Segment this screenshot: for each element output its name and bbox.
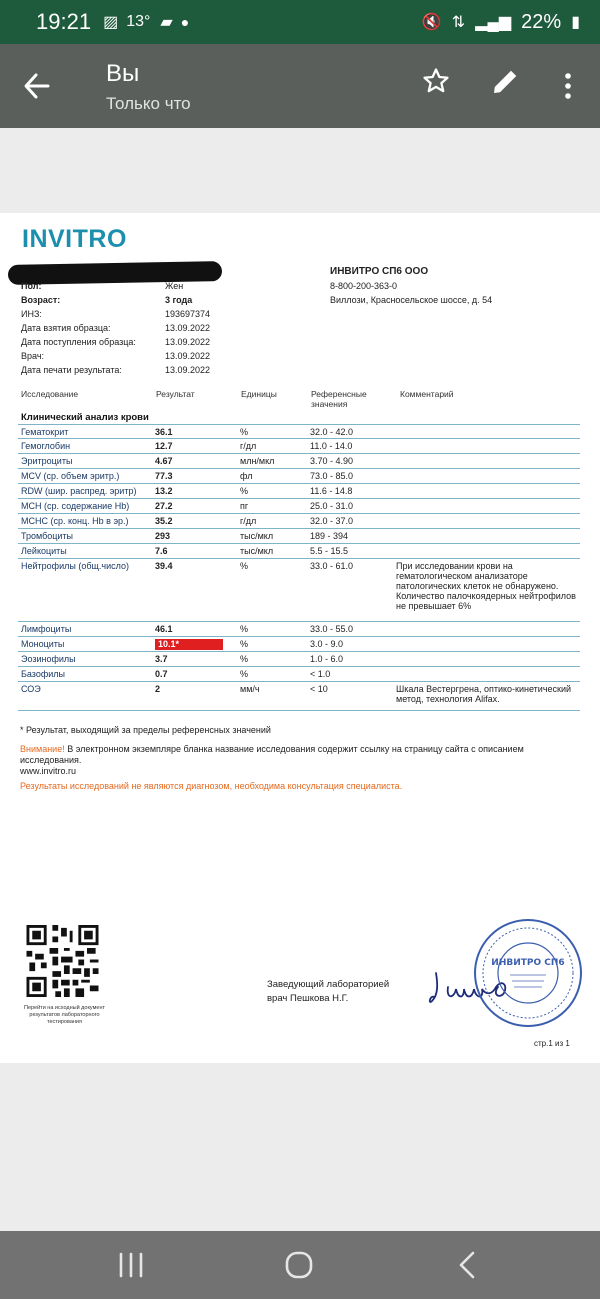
test-value: 27.2 bbox=[155, 501, 173, 511]
head-of-lab-title: Заведующий лабораторией bbox=[267, 979, 390, 990]
footnote: * Результат, выходящий за пределы референсных значений bbox=[20, 725, 271, 735]
table-row bbox=[18, 652, 580, 667]
recent-apps-icon[interactable] bbox=[111, 1245, 151, 1285]
test-reference: 33.0 - 61.0 bbox=[310, 561, 354, 571]
mute-icon: 🔇 bbox=[421, 14, 442, 31]
lab-name: ИНВИТРО СП6 ООО bbox=[330, 266, 429, 277]
lab-phone: 8-800-200-363-0 bbox=[330, 281, 398, 291]
test-unit: мм/ч bbox=[240, 684, 260, 694]
age-label: Возраст: bbox=[21, 295, 61, 305]
inz-label: ИНЗ: bbox=[21, 309, 42, 319]
test-name: Гемоглобин bbox=[21, 441, 71, 451]
status-right bbox=[422, 11, 580, 34]
header-test: Исследование bbox=[21, 389, 79, 399]
test-unit: фл bbox=[240, 471, 253, 481]
table-row bbox=[18, 682, 580, 711]
test-unit: млн/мкл bbox=[240, 456, 275, 466]
table-row bbox=[18, 529, 580, 544]
results-table bbox=[18, 424, 580, 711]
table-row bbox=[18, 544, 580, 559]
stamp-text: ИНВИТРО СП6 bbox=[491, 958, 565, 968]
website-link[interactable]: www.invitro.ru bbox=[20, 766, 77, 776]
sent-time: Только что bbox=[106, 94, 191, 113]
status-time: 19:21 bbox=[36, 9, 92, 34]
test-name: Тромбоциты bbox=[21, 531, 74, 541]
app-bar bbox=[0, 44, 600, 128]
test-name: Лимфоциты bbox=[21, 624, 72, 634]
test-unit: пг bbox=[240, 501, 249, 511]
test-value-flagged: 10.1* bbox=[155, 639, 223, 650]
home-icon[interactable] bbox=[279, 1245, 319, 1285]
test-reference: 189 - 394 bbox=[310, 531, 349, 541]
test-unit: % bbox=[240, 561, 249, 571]
test-name: СОЭ bbox=[21, 684, 41, 694]
test-value: 46.1 bbox=[155, 624, 173, 634]
gallery-icon: ▨ bbox=[103, 14, 119, 31]
test-unit: г/дл bbox=[240, 441, 257, 451]
test-unit: г/дл bbox=[240, 516, 257, 526]
test-name: RDW (шир. распред. эритр) bbox=[21, 486, 137, 496]
test-comment: Шкала Вестергрена, оптико-кинетический метод, технология Alifax. bbox=[396, 684, 572, 704]
qr-caption: Перейти на исходный документ результатов лабораторного тестирования bbox=[23, 1005, 105, 1025]
sender-title: Вы bbox=[106, 60, 140, 87]
test-value: 3.7 bbox=[155, 654, 168, 664]
print-date-value: 13.09.2022 bbox=[165, 365, 211, 375]
test-reference: 3.70 - 4.90 bbox=[310, 456, 354, 466]
network-icon: ⇅ bbox=[451, 14, 466, 31]
test-value: 2 bbox=[155, 684, 161, 694]
navigation-bar bbox=[0, 1231, 600, 1299]
battery-icon: ▮ bbox=[571, 14, 580, 31]
doctor-value: 13.09.2022 bbox=[165, 351, 211, 361]
test-name: Моноциты bbox=[21, 639, 65, 649]
header-comment: Комментарий bbox=[400, 389, 454, 399]
lab-stamp-icon bbox=[472, 917, 584, 1029]
test-name: Лейкоциты bbox=[21, 546, 67, 556]
table-row bbox=[18, 499, 580, 514]
table-row bbox=[18, 514, 580, 529]
test-unit: % bbox=[240, 624, 249, 634]
test-name: MCHC (ср. конц. Hb в эр.) bbox=[21, 516, 129, 526]
test-reference: 25.0 - 31.0 bbox=[310, 501, 354, 511]
signal-icon: ▂▄▆ bbox=[475, 14, 512, 31]
test-name: Базофилы bbox=[21, 669, 65, 679]
table-row bbox=[18, 559, 580, 622]
status-bar bbox=[0, 0, 600, 44]
test-unit: тыс/мкл bbox=[240, 531, 274, 541]
test-value: 0.7 bbox=[155, 669, 168, 679]
sex-label: Пол: bbox=[21, 281, 42, 291]
test-reference: 73.0 - 85.0 bbox=[310, 471, 354, 481]
test-value: 7.6 bbox=[155, 546, 168, 556]
test-unit: % bbox=[240, 486, 249, 496]
table-row bbox=[18, 484, 580, 499]
lab-address: Виллози, Красносельское шоссе, д. 54 bbox=[330, 295, 493, 305]
edit-pencil-icon[interactable] bbox=[486, 66, 526, 106]
test-reference: < 1.0 bbox=[310, 669, 331, 679]
more-options-icon[interactable] bbox=[548, 66, 588, 106]
test-name: MCH (ср. содержание Hb) bbox=[21, 501, 130, 511]
header-units: Единицы bbox=[241, 389, 277, 399]
test-reference: 11.0 - 14.0 bbox=[310, 441, 353, 451]
sampling-date-label: Дата взятия образца: bbox=[21, 323, 111, 333]
test-value: 36.1 bbox=[155, 427, 173, 437]
test-reference: 32.0 - 37.0 bbox=[310, 516, 354, 526]
print-date-label: Дата печати результата: bbox=[21, 365, 122, 375]
invitro-logo: INVITRO bbox=[22, 225, 127, 253]
header-reference: Референсные значения bbox=[311, 389, 367, 409]
qr-code[interactable] bbox=[25, 925, 100, 997]
disclaimer: Результаты исследований не являются диагнозом, необходима консультация специалиста. bbox=[20, 781, 403, 791]
test-value: 39.4 bbox=[155, 561, 173, 571]
test-reference: 1.0 - 6.0 bbox=[310, 654, 344, 664]
test-unit: тыс/мкл bbox=[240, 546, 274, 556]
test-name: MCV (ср. объем эритр.) bbox=[21, 471, 120, 481]
receipt-date-label: Дата поступления образца: bbox=[21, 337, 136, 347]
lab-result-document[interactable] bbox=[0, 213, 600, 1063]
inz-value: 193697374 bbox=[165, 309, 211, 319]
test-value: 293 bbox=[155, 531, 171, 541]
back-arrow-icon[interactable] bbox=[22, 62, 62, 110]
receipt-date-value: 13.09.2022 bbox=[165, 337, 211, 347]
test-reference: 32.0 - 42.0 bbox=[310, 427, 354, 437]
sex-value: Жен bbox=[165, 281, 184, 291]
test-value: 13.2 bbox=[155, 486, 173, 496]
test-reference: 11.6 - 14.8 bbox=[310, 486, 353, 496]
test-value: 35.2 bbox=[155, 516, 173, 526]
table-row bbox=[18, 424, 580, 439]
notification-dot-icon: ● bbox=[180, 14, 190, 30]
warning-text: В электронном экземпляре бланка название исследования содержит ссылку на страницу сайта с описанием исследования. bbox=[20, 744, 524, 765]
warning-note bbox=[20, 744, 586, 766]
sampling-date-value: 13.09.2022 bbox=[165, 323, 211, 333]
test-reference: < 10 bbox=[310, 684, 328, 694]
test-comment: При исследовании крови на гематологическом анализаторе патологических клеток не обнаружено. Количество палочкоядерных нейтрофилов не превышает 6% bbox=[396, 561, 576, 611]
section-title: Клинический анализ крови bbox=[21, 412, 149, 423]
page-number: стр.1 из 1 bbox=[534, 1039, 570, 1048]
test-name: Эозинофилы bbox=[21, 654, 76, 664]
test-reference: 33.0 - 55.0 bbox=[310, 624, 354, 634]
chat-icon: ▰ bbox=[160, 14, 173, 31]
table-row bbox=[18, 622, 580, 637]
table-row bbox=[18, 667, 580, 682]
star-icon[interactable] bbox=[416, 66, 456, 106]
test-value: 77.3 bbox=[155, 471, 173, 481]
age-value: 3 года bbox=[165, 295, 193, 305]
header-result: Результат bbox=[156, 389, 195, 399]
table-row bbox=[18, 637, 580, 652]
status-temperature: 13° bbox=[126, 13, 151, 30]
battery-level: 22% bbox=[521, 10, 562, 33]
test-value: 4.67 bbox=[155, 456, 173, 466]
doctor-label: Врач: bbox=[21, 351, 45, 361]
test-unit: % bbox=[240, 654, 249, 664]
warning-label: Внимание! bbox=[20, 744, 65, 754]
test-name: Эритроциты bbox=[21, 456, 73, 466]
head-of-lab-name: врач Пешкова Н.Г. bbox=[267, 993, 349, 1004]
test-name: Гематокрит bbox=[21, 427, 69, 437]
test-reference: 3.0 - 9.0 bbox=[310, 639, 344, 649]
test-reference: 5.5 - 15.5 bbox=[310, 546, 349, 556]
test-name: Нейтрофилы (общ.число) bbox=[21, 561, 129, 571]
test-value: 12.7 bbox=[155, 441, 173, 451]
table-row bbox=[18, 469, 580, 484]
test-unit: % bbox=[240, 427, 249, 437]
back-nav-icon[interactable] bbox=[448, 1245, 488, 1285]
table-row bbox=[18, 454, 580, 469]
table-row bbox=[18, 439, 580, 454]
test-unit: % bbox=[240, 639, 249, 649]
test-unit: % bbox=[240, 669, 249, 679]
